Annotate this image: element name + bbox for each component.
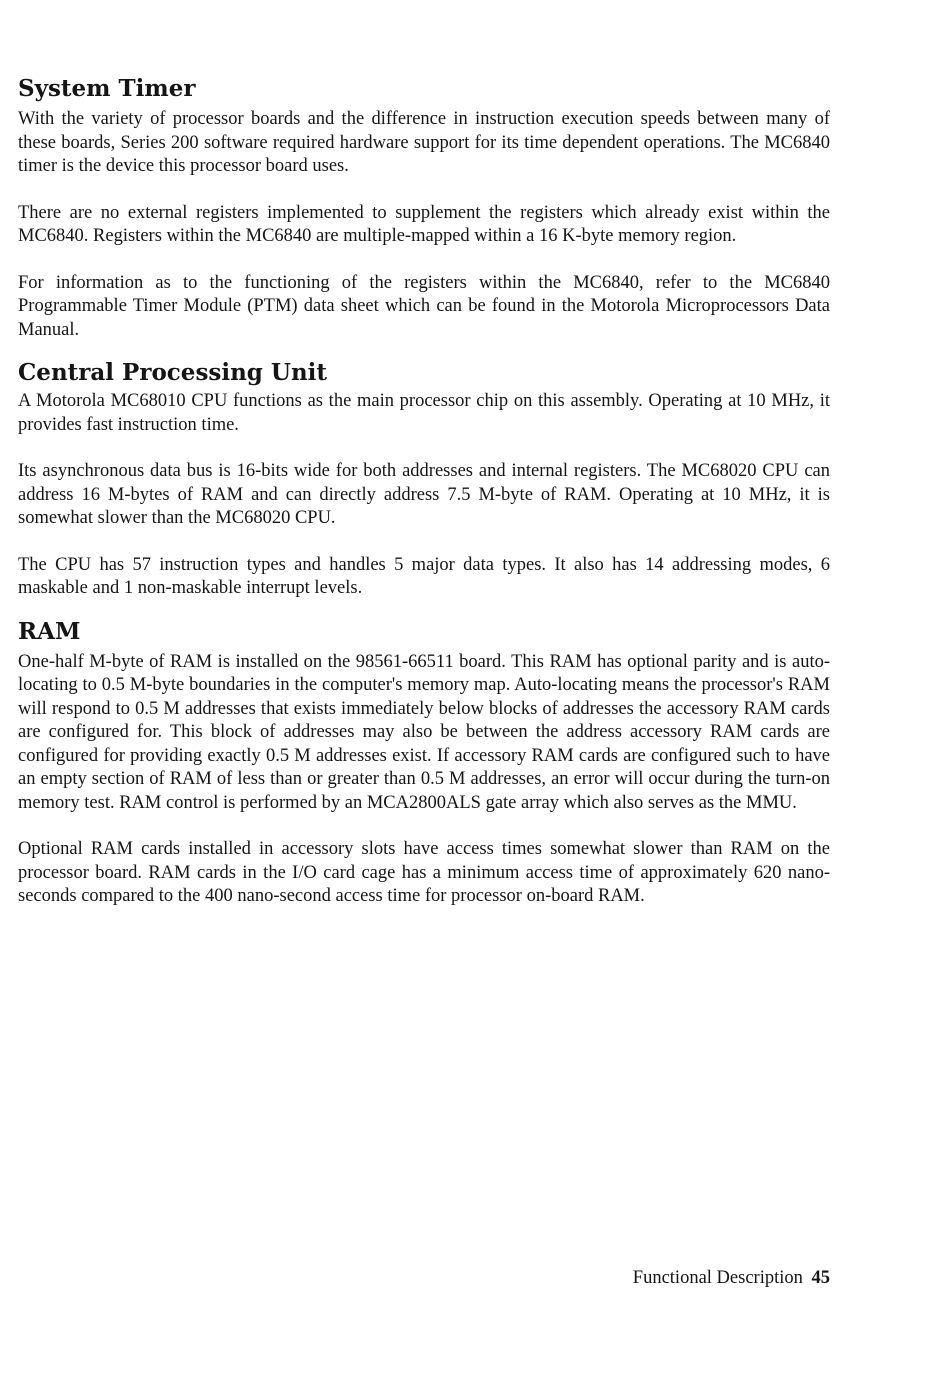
paragraph: The CPU has 57 instruction types and handles 5 major data types. It also has 14 addressing modes, 6 maskable and 1 non-maskable interrupt levels.	[18, 554, 830, 598]
footer-label: Functional Description	[632, 1268, 803, 1288]
section-ram	[18, 617, 830, 909]
paragraph: Optional RAM cards installed in accessory slots have access times somewhat slower than RAM on the processor board. RAM cards in the I/O card cage has a minimum access time of approximately 620 nano-seconds compared to the 400 nano-second access time for processor on-board RAM.	[18, 839, 830, 906]
section-system-timer	[18, 74, 830, 342]
paragraph: With the variety of processor boards and the difference in instruction execution speeds between many of these boards, Series 200 software required hardware support for its time dependent operations. The MC6840 timer is the device this processor board uses.	[18, 109, 830, 176]
paragraph: A Motorola MC68010 CPU functions as the main processor chip on this assembly. Operating at 10 MHz, it provides fast instruction time.	[18, 391, 830, 435]
section-heading: RAM	[18, 617, 81, 645]
page-footer	[633, 1266, 830, 1290]
section-heading: System Timer	[18, 75, 196, 102]
paragraph: Its asynchronous data bus is 16-bits wide for both addresses and internal registers. The MC68020 CPU can address 16 M-bytes of RAM and can directly address 7.5 M-byte of RAM. Operating at 10 MHz, it is somewhat slower than the MC68020 CPU.	[18, 461, 830, 528]
page-number: 45	[811, 1268, 830, 1288]
paragraph: There are no external registers implemented to supplement the registers which already exist within the MC6840. Registers within the MC6840 are multiple-mapped within a 16 K-byte memory region.	[18, 202, 830, 246]
document-page	[18, 74, 830, 909]
paragraph: For information as to the functioning of the registers within the MC6840, refer to the MC6840 Programmable Timer Module (PTM) data sheet which can be found in the Motorola Microprocessors Data Manual.	[18, 272, 830, 340]
section-central-processing-unit	[18, 358, 830, 601]
section-heading: Central Processing Unit	[18, 359, 328, 386]
paragraph: One-half M-byte of RAM is installed on the 98561-66511 board. This RAM has optional parity and is auto-locating to 0.5 M-byte boundaries in the computer's memory map. Auto-locating means the processor's RAM will respond to 0.5 M addresses that exists immediately below blocks of addresses the accessory RAM cards are configured for. This block of addresses may also be between the address accessory RAM cards are configured for providing exactly 0.5 M addresses exist. If accessory RAM cards are configured such to have an empty section of RAM of less than or greater than 0.5 M addresses, an error will occur during the turn-on memory test. RAM control is performed by an MCA2800ALS gate array which also serves as the MMU.	[18, 651, 830, 813]
